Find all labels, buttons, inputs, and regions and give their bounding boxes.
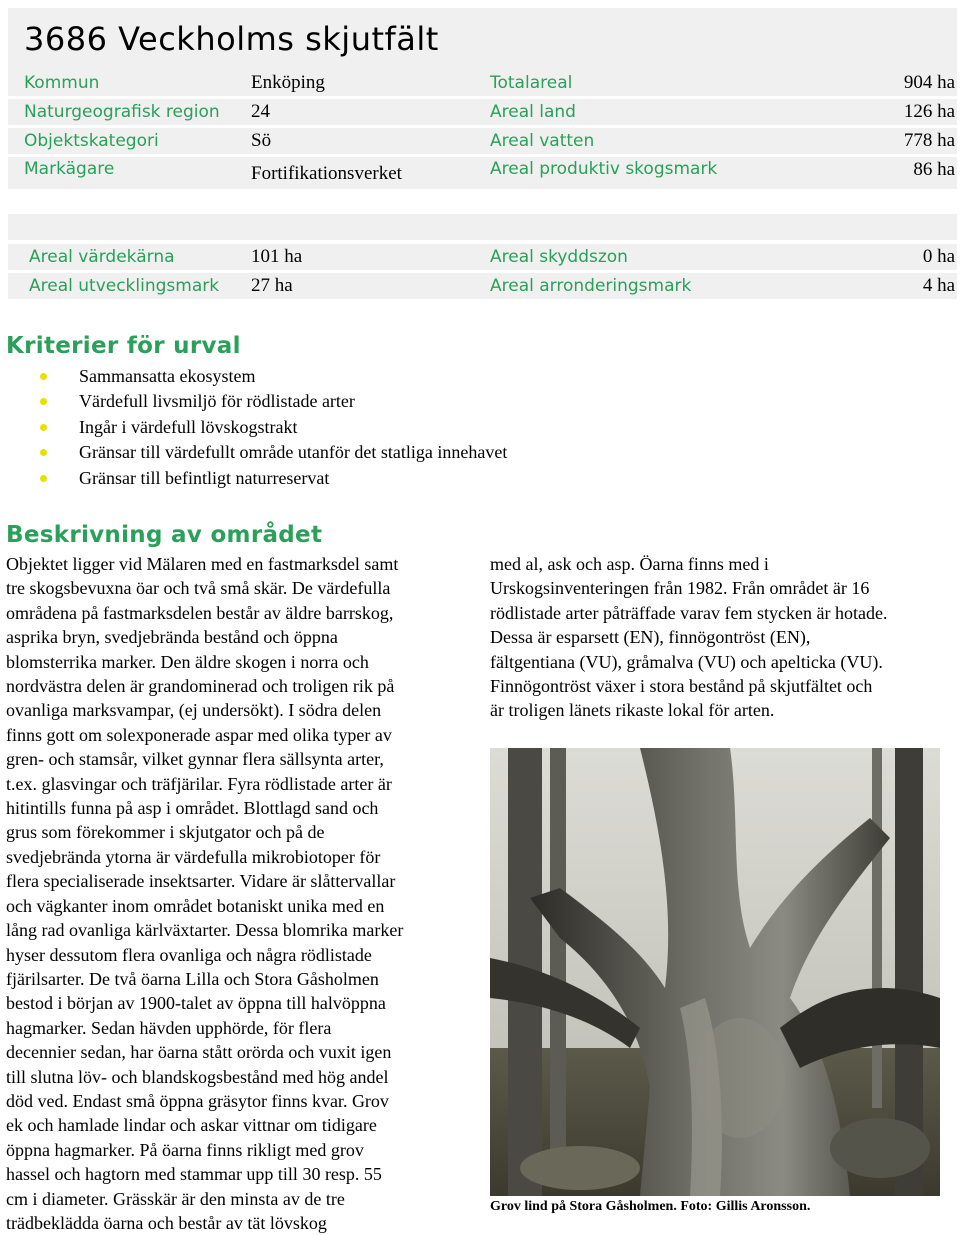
description-line: fältgentiana (VU), gråmalva (VU) och apelticka (VU).: [490, 651, 883, 672]
areal-value: 101 ha: [251, 246, 303, 267]
bullet-icon: [40, 475, 47, 482]
info-label: Areal land: [490, 102, 576, 122]
description-line: fjärilsarter. De två öarna Lilla och Stora Gåsholmen: [6, 968, 379, 989]
criteria-heading: Kriterier för urval: [6, 333, 241, 359]
areal-header-bar: [8, 214, 957, 240]
info-row-region: [8, 99, 957, 125]
criteria-text: Gränsar till befintligt naturreservat: [79, 467, 330, 488]
description-line: bestod i början av 1900-talet av öppna till halvöppna: [6, 993, 386, 1014]
bullet-icon: [40, 373, 47, 380]
description-line: flera specialiserade insektsarter. Vidare är slåttervallar: [6, 871, 396, 892]
description-right-column: [490, 552, 958, 723]
areal-row-vardekarna: [8, 244, 957, 270]
info-value: 778 ha: [903, 130, 955, 151]
bullet-icon: [40, 398, 47, 405]
description-line: blomsterrika marker. Den äldre skogen i norra och: [6, 651, 369, 672]
info-label: Kommun: [24, 73, 100, 93]
description-line: och vägkanter inom området botaniskt unika med en: [6, 895, 385, 916]
photo-caption: Grov lind på Stora Gåsholmen. Foto: Gillis Aronsson.: [490, 1199, 811, 1214]
description-line: Finnögontröst växer i stora bestånd på skjutfältet och: [490, 676, 873, 697]
description-line: ovanliga marksvampar, (ej undersökt). I södra delen: [6, 700, 382, 721]
criteria-text: Värdefull livsmiljö för rödlistade arter: [79, 391, 355, 412]
description-line: svedjebrända ytorna är värdefulla mikrobiotoper för: [6, 846, 381, 867]
header-table: [8, 8, 957, 194]
description-line: gren- och stamsår, vilket gynnar flera sällsynta arter,: [6, 749, 384, 770]
description-line: lång rad ovanliga kärlväxtarter. Dessa blomrika marker: [6, 920, 404, 941]
description-line: trädbeklädda öarna och består av tät lövskog: [6, 1212, 327, 1233]
description-line: Urskogsinventeringen från 1982. Från området är 16: [490, 578, 870, 599]
criteria-text: Gränsar till värdefullt område utanför det statliga innehavet: [79, 442, 508, 463]
info-row-markagare: [8, 157, 957, 189]
tree-photo: [490, 748, 940, 1196]
description-line: områdena på fastmarksdelen består av äldre barrskog,: [6, 602, 394, 623]
description-line: decennier sedan, har öarna stått orörda och vuxit igen: [6, 1042, 392, 1063]
description-left-column: [6, 552, 476, 1235]
areal-row-utvecklingsmark: [8, 273, 957, 299]
criteria-item: [40, 440, 507, 465]
info-value: 24: [251, 101, 270, 122]
description-line: hitintills funna på asp i området. Blottlagd sand och: [6, 798, 379, 819]
description-line: öppna hagmarker. På öarna finns rikligt med grov: [6, 1139, 364, 1160]
bullet-icon: [40, 449, 47, 456]
description-line: är troligen länets rikaste lokal för arten.: [490, 700, 775, 721]
description-line: tre skogsbevuxna öar och två små skär. De värdefulla: [6, 578, 391, 599]
info-label: Naturgeografisk region: [24, 102, 220, 122]
bullet-icon: [40, 424, 47, 431]
areal-value: 0 ha: [922, 246, 955, 267]
description-line: med al, ask och asp. Öarna finns med i: [490, 554, 769, 574]
info-value: Sö: [251, 130, 272, 151]
criteria-item: [40, 364, 507, 389]
description-line: Dessa är esparsett (EN), finnögontröst (EN),: [490, 627, 811, 648]
areal-label: Areal värdekärna: [29, 247, 175, 267]
description-line: ek och hamlade lindar och askar vittnar om tidigare: [6, 1115, 377, 1136]
info-row-kommun: [8, 70, 957, 96]
page-title: 3686 Veckholms skjutfält: [24, 20, 439, 58]
info-label: Objektskategori: [24, 131, 159, 151]
info-label: Totalareal: [490, 73, 573, 93]
description-line: Objektet ligger vid Mälaren med en fastmarksdel samt: [6, 554, 399, 574]
areal-value: 4 ha: [922, 275, 955, 296]
criteria-text: Sammansatta ekosystem: [79, 366, 256, 386]
description-line: till slutna löv- och blandskogsbestånd med hög andel: [6, 1066, 389, 1087]
criteria-text: Ingår i värdefull lövskogstrakt: [79, 416, 298, 437]
areal-label: Areal utvecklingsmark: [29, 276, 220, 296]
description-line: rödlistade arter påträffade varav fem stycken är hotade.: [490, 602, 888, 623]
criteria-item: [40, 415, 507, 440]
info-label: Markägare: [24, 159, 115, 179]
areal-label: Areal skyddszon: [490, 247, 628, 267]
info-label: Areal vatten: [490, 131, 595, 151]
description-line: cm i diameter. Grässkär är den minsta av de tre: [6, 1188, 345, 1209]
info-value: 126 ha: [903, 101, 955, 122]
description-line: grus som förekommer i skjutgator och på de: [6, 822, 325, 843]
title-bar: [8, 8, 957, 70]
info-value: 86 ha: [913, 159, 955, 180]
info-label: Areal produktiv skogsmark: [490, 159, 718, 179]
info-value: 904 ha: [903, 72, 955, 93]
areal-label: Areal arronderingsmark: [490, 276, 692, 296]
info-value: Enköping: [251, 72, 325, 93]
description-line: hyser dessutom flera ovanliga och några rödlistade: [6, 944, 372, 965]
description-line: asprika bryn, svedjebrända bestånd och öppna: [6, 627, 338, 648]
areal-table: [8, 214, 957, 302]
description-line: död ved. Endast små öppna gräsytor finns kvar. Grov: [6, 1090, 389, 1111]
description-line: t.ex. glasvingar och träfjärilar. Fyra rödlistade arter är: [6, 773, 392, 794]
criteria-list: [40, 364, 507, 491]
criteria-item: [40, 466, 507, 491]
areal-value: 27 ha: [251, 275, 293, 296]
description-line: hassel och hagtorn med stammar upp till 30 resp. 55: [6, 1164, 382, 1185]
description-line: nordvästra delen är grandominerad och troligen rik på: [6, 676, 395, 697]
criteria-item: [40, 389, 507, 414]
tree-photo-image: [490, 748, 940, 1196]
description-line: finns gott om solexponerade aspar med olika typer av: [6, 724, 392, 745]
description-line: hagmarker. Sedan hävden upphörde, för flera: [6, 1017, 332, 1038]
info-row-kategori: [8, 128, 957, 154]
info-value: Fortifikationsverket: [251, 163, 402, 184]
description-heading: Beskrivning av området: [6, 522, 323, 548]
